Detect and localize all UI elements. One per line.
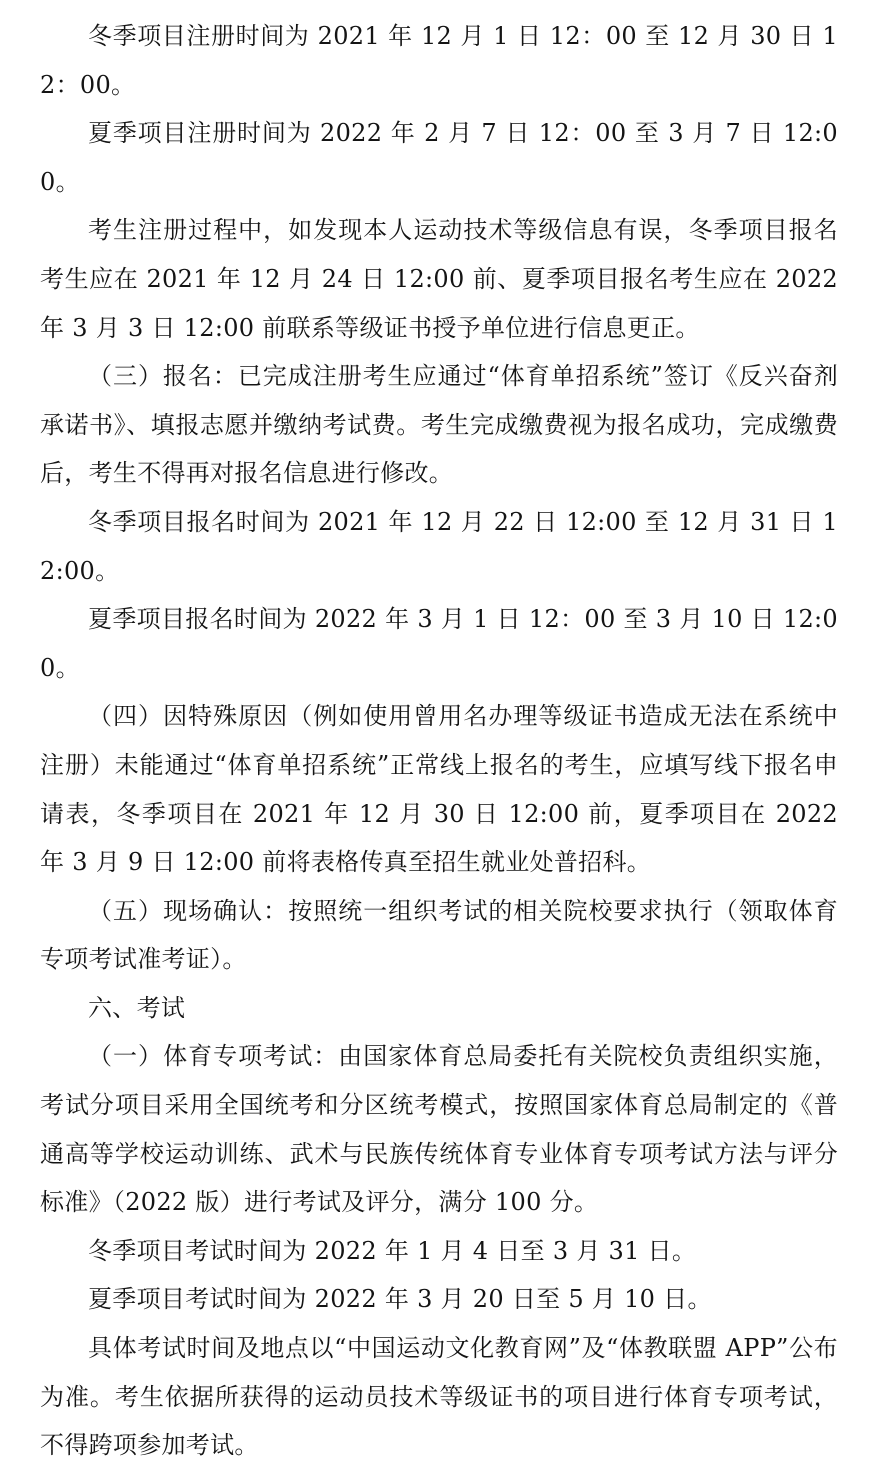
paragraph-signup: （三）报名：已完成注册考生应通过“体育单招系统”签订《反兴奋剂承诺书》、填报志愿并缴纳考试费。考生完成缴费视为报名成功，完成缴费后，考生不得再对报名信息进行修改。 [40,362,838,488]
paragraph-summer-exam-time: 夏季项目考试时间为 2022 年 3 月 20 日至 5 月 10 日。 [88,1285,712,1314]
paragraph-winter-exam-time: 冬季项目考试时间为 2022 年 1 月 4 日至 3 月 31 日。 [88,1236,697,1265]
paragraph-onsite-confirmation: （五）现场确认：按照统一组织考试的相关院校要求执行（领取体育专项考试准考证）。 [40,896,838,974]
top-spacer [40,0,838,12]
paragraph-summer-registration: 夏季项目注册时间为 2022 年 2 月 7 日 12：00 至 3 月 7 日 12:00。 [40,119,838,196]
paragraph-winter-registration: 冬季项目注册时间为 2021 年 12 月 1 日 12：00 至 12 月 30 日 12：00。 [40,22,838,99]
paragraph-offline-signup: （四）因特殊原因（例如使用曾用名办理等级证书造成无法在系统中注册）未能通过“体育单招系统”正常线上报名的考生，应填写线下报名申请表，冬季项目在 2021 年 12 月 30 日 12:00 前，夏季项目在 2022 年 3 月 9 日 12:00 前将表格传真至招生就业处普招科。 [40,702,838,877]
paragraph-registration-correction: 考生注册过程中，如发现本人运动技术等级信息有误，冬季项目报名考生应在 2021 年 12 月 24 日 12:00 前、夏季项目报名考生应在 2022 年 3 月 3 日 12:00 前联系等级证书授予单位进行信息更正。 [40,216,838,342]
section-heading-exam: 六、考试 [88,993,186,1022]
paragraph-summer-signup-time: 夏季项目报名时间为 2022 年 3 月 1 日 12：00 至 3 月 10 日 12:00。 [40,605,838,682]
paragraph-sports-exam: （一）体育专项考试：由国家体育总局委托有关院校负责组织实施，考试分项目采用全国统考和分区统考模式，按照国家体育总局制定的《普通高等学校运动训练、武术与民族传统体育专业体育专项考试方法与评分标准》（2022 版）进行考试及评分，满分 100 分。 [40,1042,838,1217]
paragraph-winter-signup-time: 冬季项目报名时间为 2021 年 12 月 22 日 12:00 至 12 月 31 日 12:00。 [40,507,838,585]
paragraph-exam-details: 具体考试时间及地点以“中国运动文化教育网”及“体教联盟 APP”公布为准。考生依据所获得的运动员技术等级证书的项目进行体育专项考试，不得跨项参加考试。 [40,1334,838,1460]
